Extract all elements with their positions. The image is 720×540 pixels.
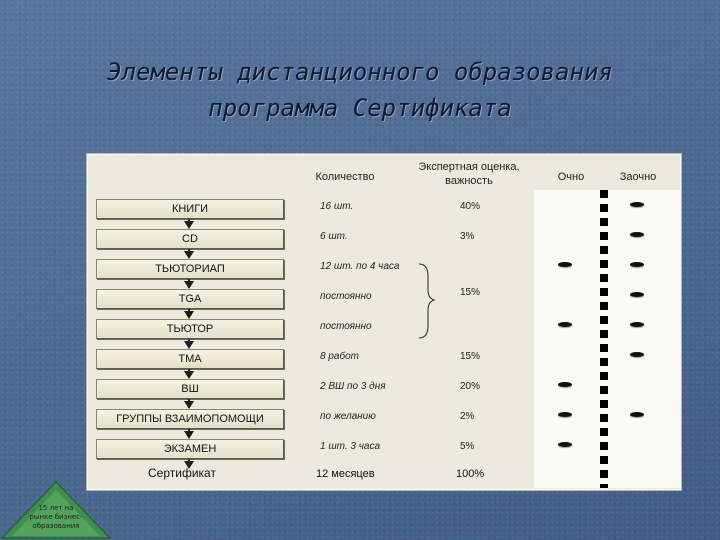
certificate-total: 100% bbox=[456, 468, 485, 480]
step-importance: 2% bbox=[460, 411, 475, 422]
fulltime-mark-icon bbox=[558, 262, 572, 267]
step-quantity: 12 шт. по 4 часа bbox=[320, 261, 400, 272]
distance-mark-icon bbox=[630, 322, 644, 327]
step-quantity: 6 шт. bbox=[320, 231, 348, 242]
brace-tutorial-block bbox=[416, 262, 436, 342]
step-importance: 5% bbox=[460, 441, 475, 452]
header-fulltime: Очно bbox=[557, 171, 585, 183]
step-quantity: по желанию bbox=[320, 411, 376, 422]
flow-arrow-icon bbox=[184, 311, 194, 319]
step-box: TGA bbox=[96, 289, 284, 309]
distance-mark-icon bbox=[630, 292, 644, 297]
flow-arrow-icon bbox=[184, 431, 194, 439]
step-importance: 20% bbox=[460, 381, 481, 392]
logo-caption: 15 лет на рынке бизнес-образования bbox=[29, 504, 83, 530]
fulltime-distance-divider bbox=[600, 190, 608, 488]
header-distance: Заочно bbox=[619, 171, 657, 183]
step-quantity: 8 работ bbox=[320, 351, 359, 362]
distance-mark-icon bbox=[630, 262, 644, 267]
step-quantity: 1 шт. 3 часа bbox=[320, 441, 381, 452]
step-box: ТЬЮТОРИАП bbox=[96, 259, 284, 279]
step-box: ГРУППЫ ВЗАИМОПОМОЩИ bbox=[96, 409, 284, 429]
title-line-2: программа Сертификата bbox=[208, 94, 512, 122]
step-box: ВШ bbox=[96, 379, 284, 399]
distance-mark-icon bbox=[630, 352, 644, 357]
step-box: CD bbox=[96, 229, 284, 249]
certificate-label: Сертификат bbox=[148, 466, 216, 480]
step-importance: 3% bbox=[460, 231, 475, 242]
distance-mark-icon bbox=[630, 412, 644, 417]
step-quantity: 16 шт. bbox=[320, 201, 354, 212]
header-quantity: Количество bbox=[315, 171, 375, 183]
step-box: ЭКЗАМЕН bbox=[96, 439, 284, 459]
distance-mark-icon bbox=[630, 232, 644, 237]
step-importance: 40% bbox=[460, 201, 481, 212]
header-expert-rating: Экспертная оценка, важность bbox=[418, 161, 520, 187]
certificate-duration: 12 месяцев bbox=[316, 468, 375, 480]
step-quantity: 2 ВШ по 3 дня bbox=[320, 381, 386, 392]
flow-arrow-icon bbox=[184, 251, 194, 259]
fulltime-mark-icon bbox=[558, 442, 572, 447]
step-box: ТЬЮТОР bbox=[96, 319, 284, 339]
step-box: КНИГИ bbox=[96, 199, 284, 219]
flow-arrow-icon bbox=[184, 281, 194, 289]
fulltime-mark-icon bbox=[558, 412, 572, 417]
flow-arrow-icon bbox=[184, 341, 194, 349]
distance-mark-icon bbox=[630, 202, 644, 207]
flow-arrow-icon bbox=[184, 401, 194, 409]
step-box: ТМА bbox=[96, 349, 284, 369]
title-line-1: Элементы дистанционного образования bbox=[107, 58, 613, 86]
flow-arrow-icon bbox=[184, 371, 194, 379]
step-quantity: постоянно bbox=[320, 291, 372, 302]
fulltime-mark-icon bbox=[558, 322, 572, 327]
fulltime-mark-icon bbox=[558, 382, 572, 387]
flow-arrow-icon bbox=[184, 221, 194, 229]
slide-title bbox=[0, 54, 720, 126]
step-quantity: постоянно bbox=[320, 321, 372, 332]
step-importance: 15% bbox=[460, 351, 481, 362]
step-importance: 15% bbox=[460, 287, 481, 298]
